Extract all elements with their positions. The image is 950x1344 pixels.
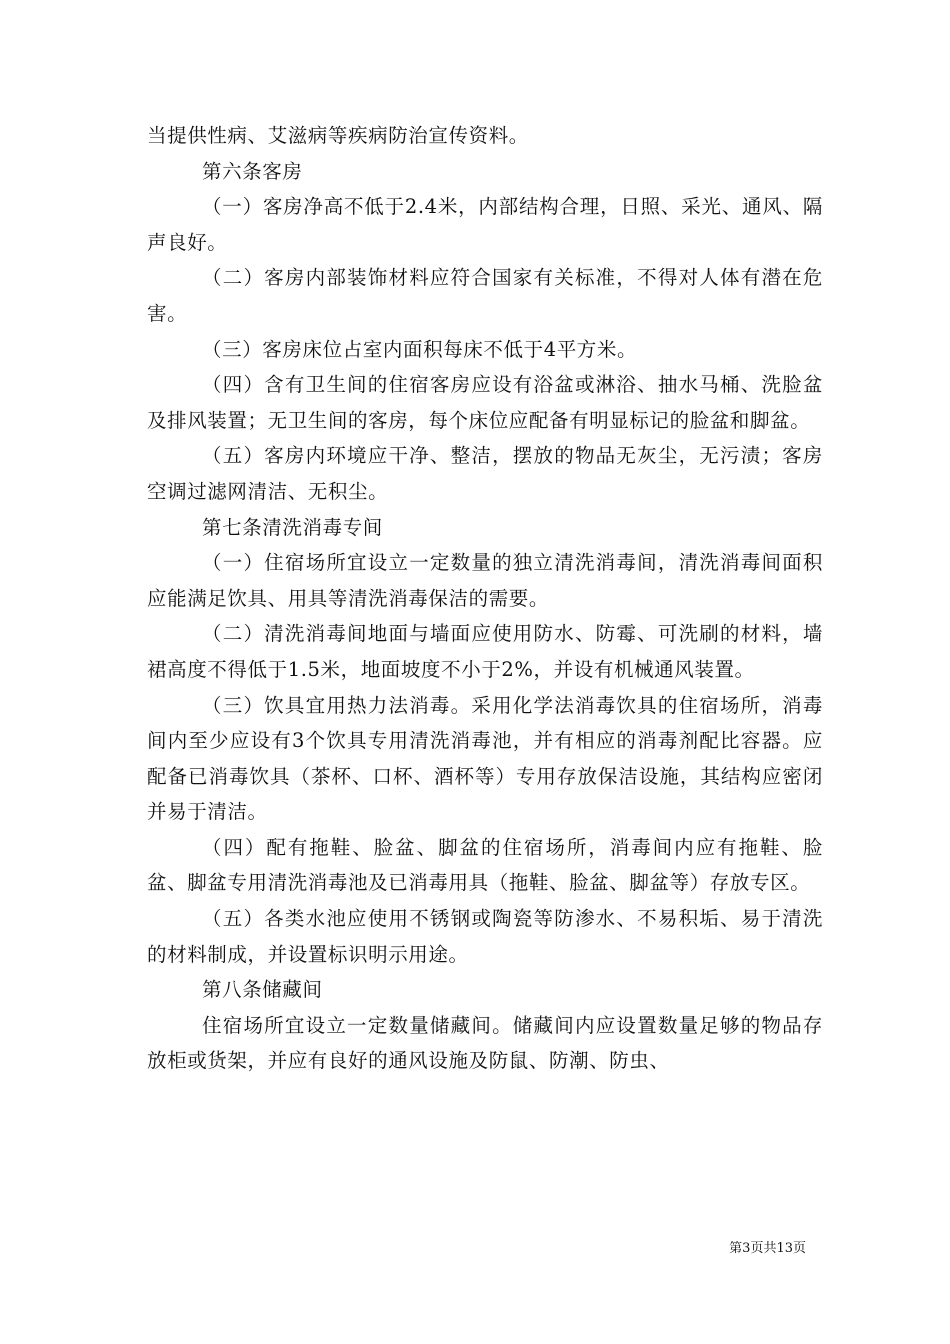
- paragraph: （一）客房净高不低于2.4米，内部结构合理，日照、采光、通风、隔声良好。: [147, 195, 823, 254]
- paragraph: （三）客房床位占室内面积每床不低于4平方米。: [202, 337, 638, 361]
- page-number-footer: 第3页共13页: [729, 1241, 806, 1256]
- paragraph: 住宿场所宜设立一定数量储藏间。储藏间内应设置数量足够的物品存放柜或货架，并应有良好的通风设施及防鼠、防潮、防虫、: [147, 1013, 823, 1073]
- paragraph: （四）含有卫生间的住宿客房应设有浴盆或淋浴、抽水马桶、洗脸盆及排风装置；无卫生间的客房，每个床位应配备有明显标记的脸盆和脚盆。: [147, 373, 823, 432]
- paragraph: （三）饮具宜用热力法消毒。采用化学法消毒饮具的住宿场所，消毒间内至少应设有3个饮具专用清洗消毒池，并有相应的消毒剂配比容器。应配备已消毒饮具（茶杯、口杯、酒杯等）专用存放保洁设施，其结构应密闭并易于清洁。: [147, 693, 823, 824]
- paragraph: 当提供性病、艾滋病等疾病防治宣传资料。: [147, 124, 529, 147]
- paragraph: （五）客房内环境应干净、整洁，摆放的物品无灰尘，无污渍；客房空调过滤网清洁、无积尘。: [147, 444, 823, 503]
- paragraph: （五）各类水池应使用不锈钢或陶瓷等防渗水、不易积垢、易于清洗的材料制成，并设置标识明示用途。: [147, 907, 823, 966]
- section-heading-article-7: 第七条清洗消毒专间: [202, 515, 383, 539]
- paragraph: （四）配有拖鞋、脸盆、脚盆的住宿场所，消毒间内应有拖鞋、脸盆、脚盆专用清洗消毒池及已消毒用具（拖鞋、脸盆、脚盆等）存放专区。: [147, 835, 823, 895]
- paragraph: （一）住宿场所宜设立一定数量的独立清洗消毒间，清洗消毒间面积应能满足饮具、用具等清洗消毒保洁的需要。: [147, 551, 823, 610]
- paragraph: （二）客房内部装饰材料应符合国家有关标准，不得对人体有潜在危害。: [147, 266, 823, 325]
- section-heading-article-8: 第八条储藏间: [202, 978, 323, 1002]
- section-heading-article-6: 第六条客房: [202, 159, 303, 183]
- body-text: [147, 118, 823, 1079]
- paragraph: （二）清洗消毒间地面与墙面应使用防水、防霉、可洗刷的材料，墙裙高度不得低于1.5米，地面坡度不小于2%，并设有机械通风装置。: [147, 622, 823, 681]
